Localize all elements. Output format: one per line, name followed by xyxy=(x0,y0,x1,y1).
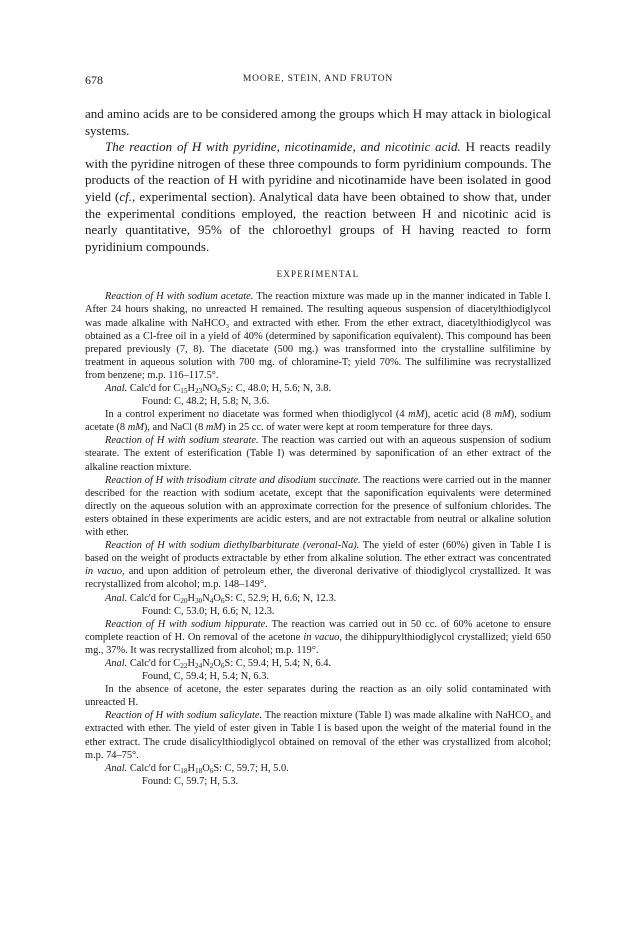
acetate-found: Found: C, 48.2; H, 5.8; N, 3.6. xyxy=(142,396,270,408)
hippurate-paragraph: Reaction of H with sodium hippurate. The reaction was carried out in 50 cc. of 60% acetone to ensure complete reaction of H. On removal of the acetone in vacuo, the dihippurylthiodiglycol crystallized; yield 650 mg., 37%. It was recrystallized from alcohol; m.p. 119°. xyxy=(85,618,551,656)
acetone-note: In the absence of acetone, the ester separates during the reaction as an oily solid contaminated with unreacted H. xyxy=(85,684,551,709)
hippurate-analysis: Anal. Calc'd for $C_{22}H_{24}N_2O_6S$: C, 59.4; H, 5.4; N, 6.4. xyxy=(105,657,332,670)
intro-paragraph-1: and amino acids are to be considered among the groups which H may attack in biological systems. xyxy=(85,106,551,138)
acetate-paragraph: Reaction of H with sodium acetate. The reaction mixture was made up in the manner indicated in Table I. After 24 hours shaking, no unreacted H remained. The resulting aqueous suspension of diacetylthiodiglycol was made alkaline with NaHCO₃ and extracted with ether. From the ether extract, diacetylthiodiglycol was obtained as a Cl-free oil in a yield of 40% (determined by saponification equivalent). This compound has been prepared previously (7, 8). The diacetate (500 mg.) was transformed into the crystalline sulfilimine by treatment in aqueous solution with 700 mg. of chloramine-T; yield 70%. The sulfilimine was recrystallized from benzene; m.p. 116–117.5°. xyxy=(85,291,551,381)
salicylate-found: Found: C, 59.7; H, 5.3. xyxy=(142,775,239,787)
veronal-found: Found: C, 53.0; H, 6.6; N, 12.3. xyxy=(142,605,275,617)
intro-paragraph-2: The reaction of H with pyridine, nicotinamide, and nicotinic acid. H reacts readily with the pyridine nitrogen of these three compounds to form pyridinium compounds. The products of the reaction of H with pyridine and nicotinamide have been isolated in good yield (cf., experimental section). Analytical data have been obtained to show that, under the experimental conditions employed, the reaction between H and nicotinic acid is nearly quantitative, 95% of the chloroethyl groups of H having reacted to form pyridinium compounds. xyxy=(85,139,551,254)
experimental-heading: EXPERIMENTAL xyxy=(276,269,360,280)
salicylate-analysis: Anal. Calc'd for $C_{18}H_{18}O_6S$: C, 59.7; H, 5.0. xyxy=(105,762,289,775)
acetate-analysis: Anal. Calc'd for $C_{15}H_{23}NO_6S_2$: C, 48.0; H, 5.6; N, 3.8. xyxy=(105,383,332,395)
page-number: 678 xyxy=(85,73,103,87)
page-body xyxy=(85,106,551,788)
experimental-section xyxy=(85,290,551,788)
salicylate-paragraph: Reaction of H with sodium salicylate. The reaction mixture (Table I) was made alkaline with NaHCO₃ and extracted with ether. The yield of ester given in Table I is based upon the weight of the material found in the ether extract. The crude disalicylthiodiglycol obtained on removal of the ether was crystallized from alcohol; m.p. 74–75°. xyxy=(85,710,552,761)
hippurate-found: Found, C, 59.4; H, 5.4; N, 6.3. xyxy=(142,671,270,683)
stearate-paragraph: Reaction of H with sodium stearate. The reaction was carried out with an aqueous suspension of sodium stearate. The extent of esterification (Table I) was determined by saponification of an ether extract of the alkaline reaction mixture. xyxy=(85,435,552,473)
pyridine-subsection-title: The reaction of H with pyridine, nicotinamide, and nicotinic acid. xyxy=(105,139,461,155)
control-paragraph: In a control experiment no diacetate was formed when thiodiglycol (4 mM), acetic acid (8 mM), sodium acetate (8 mM), and NaCl (8 mM) in 25 cc. of water were kept at room temperature for three days. xyxy=(85,409,551,434)
intro-section xyxy=(85,106,551,255)
veronal-analysis: Anal. Calc'd for $C_{20}H_{30}N_4O_6S$: C, 52.9; H, 6.6; N, 12.3. xyxy=(105,592,337,605)
running-title: MOORE, STEIN, AND FRUTON xyxy=(242,74,394,84)
citrate-paragraph: Reaction of H with trisodium citrate and disodium succinate. The reactions were carried out in the manner described for the reaction with sodium acetate, except that the saponification equivalents were determined directly on the aqueous solution with an approximate correction for the presence of sulfonium chlorides. The esters obtained in these experiments are acidic esters, and are not extractable from neutral or alkaline solution with ether. xyxy=(85,474,551,539)
page-header xyxy=(85,73,551,87)
veronal-paragraph: Reaction of H with sodium diethylbarbiturate (veronal-Na). The yield of ester (60%) given in Table I is based on the weight of products extractable by ether from alkaline solution. The ether extract was concentrated in vacuo, and upon addition of petroleum ether, the diveronal derivative of thiodiglycol crystallized. It was recrystallized from alcohol; m.p. 148–149°. xyxy=(85,540,551,591)
